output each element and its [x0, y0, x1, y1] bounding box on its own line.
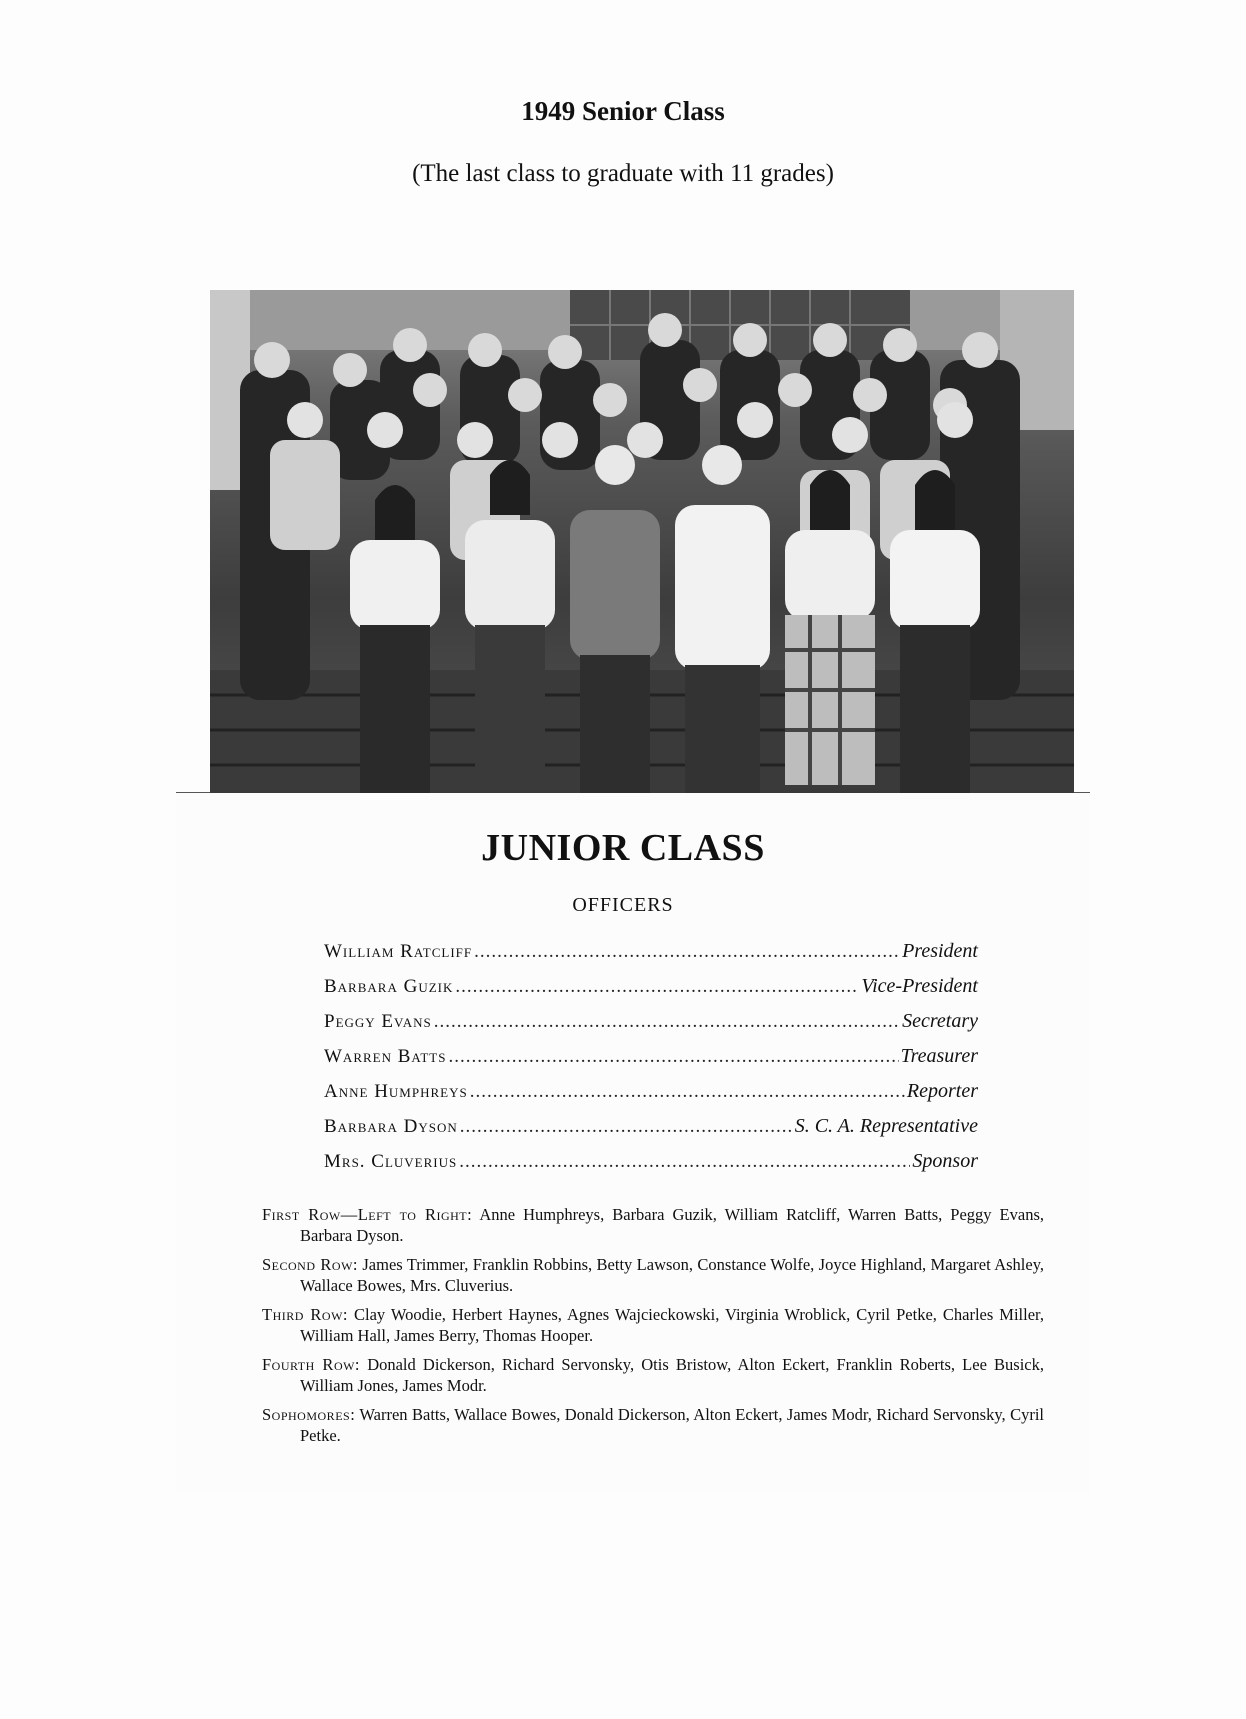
junior-class-heading: JUNIOR CLASS — [481, 827, 765, 869]
roster-sophomores — [262, 1404, 1044, 1446]
officer-row — [324, 1045, 978, 1075]
roster-first-row — [262, 1204, 1044, 1246]
officer-row — [324, 975, 978, 1005]
leader-dots — [434, 1011, 900, 1033]
officers-heading: OFFICERS — [572, 894, 674, 916]
officer-row — [324, 1150, 978, 1180]
leader-dots — [474, 941, 900, 963]
officer-title: Vice-President — [861, 975, 978, 997]
roster-second-row — [262, 1254, 1044, 1296]
officer-name: William Ratcliff — [324, 941, 473, 962]
officer-title: President — [902, 940, 978, 962]
roster-label: Fourth Row: — [262, 1355, 361, 1374]
leader-dots — [459, 1151, 910, 1173]
officer-name: Mrs. Cluverius — [324, 1151, 458, 1172]
roster-names: Clay Woodie, Herbert Haynes, Agnes Wajcieckowski, Virginia Wroblick, Cyril Petke, Charles Miller, William Hall, James Berry, Thomas Hooper. — [300, 1305, 1045, 1345]
officer-row — [324, 1010, 978, 1040]
page-title: 1949 Senior Class — [521, 96, 725, 126]
officer-title: Reporter — [906, 1080, 978, 1102]
leader-dots — [455, 976, 859, 998]
roster-fourth-row — [262, 1354, 1044, 1396]
leader-dots — [470, 1081, 905, 1103]
roster-names: Warren Batts, Wallace Bowes, Donald Dickerson, Alton Eckert, James Modr, Richard Servonsky, Cyril Petke. — [300, 1405, 1044, 1445]
officer-name: Anne Humphreys — [324, 1081, 468, 1102]
roster-label: Second Row: — [262, 1255, 358, 1274]
officer-title: S. C. A. Representative — [794, 1115, 978, 1137]
leader-dots — [460, 1116, 793, 1138]
officer-title: Secretary — [902, 1010, 978, 1032]
leader-dots — [448, 1046, 898, 1068]
roster-label: Third Row: — [262, 1305, 348, 1324]
roster-names: James Trimmer, Franklin Robbins, Betty Lawson, Constance Wolfe, Joyce Highland, Margaret Ashley, Wallace Bowes, Mrs. Cluverius. — [300, 1255, 1044, 1295]
officer-title: Treasurer — [900, 1045, 978, 1067]
officer-row — [324, 1080, 978, 1110]
officer-name: Peggy Evans — [324, 1011, 432, 1032]
officer-title: Sponsor — [912, 1150, 978, 1172]
page-subtitle: (The last class to graduate with 11 grades) — [412, 160, 834, 187]
officer-name: Warren Batts — [324, 1046, 447, 1067]
class-photo — [210, 290, 1074, 803]
class-photo-illustration — [210, 290, 1074, 803]
officer-row — [324, 1115, 978, 1145]
roster-label: First Row—Left to Right: — [262, 1205, 473, 1224]
roster-names: Donald Dickerson, Richard Servonsky, Otis Bristow, Alton Eckert, Franklin Roberts, Lee Busick, William Jones, James Modr. — [300, 1355, 1045, 1395]
officer-row — [324, 940, 978, 970]
officer-name: Barbara Guzik — [324, 976, 454, 997]
roster-third-row — [262, 1304, 1044, 1346]
officer-name: Barbara Dyson — [324, 1116, 458, 1137]
roster-label: Sophomores: — [262, 1405, 356, 1424]
roster-names: Anne Humphreys, Barbara Guzik, William Ratcliff, Warren Batts, Peggy Evans, Barbara Dyson. — [300, 1205, 1044, 1245]
